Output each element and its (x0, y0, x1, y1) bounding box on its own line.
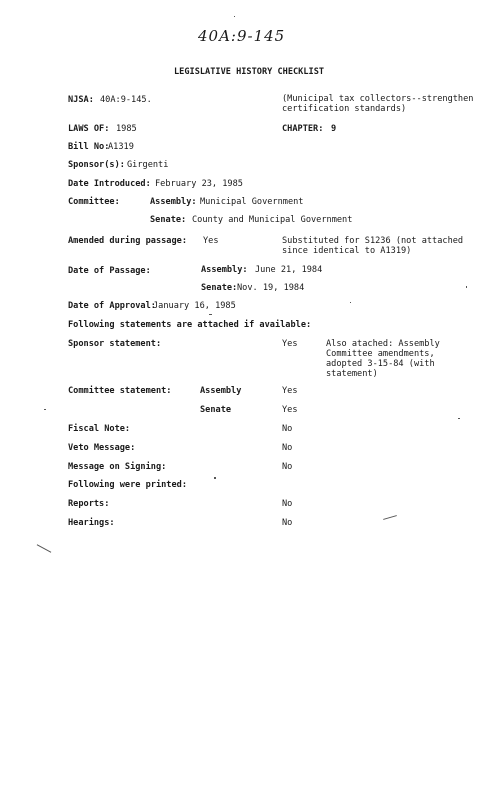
committee-statement-senate-value: Yes (282, 405, 298, 415)
message-on-signing-value: No (282, 462, 293, 472)
hearings-label: Hearings: (68, 518, 115, 528)
sponsor-statement-label: Sponsor statement: (68, 339, 162, 349)
page-title: LEGISLATIVE HISTORY CHECKLIST (174, 67, 325, 77)
committee-senate-label: Senate: (150, 215, 187, 225)
committee-senate-value: County and Municipal Government (192, 215, 353, 225)
scan-dot (44, 409, 46, 410)
bill-no-label: Bill No: (68, 142, 110, 152)
sponsor-note-2: Committee amendments, (326, 349, 435, 359)
amended-note-2: since identical to A1319) (282, 246, 412, 256)
laws-of-value: 1985 (116, 124, 137, 134)
passage-assembly-value: June 21, 1984 (255, 265, 323, 275)
committee-assembly-value: Municipal Government (200, 197, 304, 207)
date-of-approval-label: Date of Approval: (68, 301, 156, 311)
laws-of-label: LAWS OF: (68, 124, 110, 134)
following-printed-heading: Following were printed: (68, 480, 187, 490)
scan-dot (466, 286, 467, 288)
date-of-passage-label: Date of Passage: (68, 266, 151, 276)
reports-value: No (282, 499, 293, 509)
date-introduced-value: February 23, 1985 (155, 179, 243, 189)
scan-mark-right (383, 515, 397, 520)
subject-line-2: certification standards) (282, 104, 407, 114)
amended-value: Yes (203, 236, 219, 246)
sponsor-note-4: statement) (326, 369, 378, 379)
njsa-label: NJSA: (68, 95, 94, 105)
date-introduced-label: Date Introduced: (68, 179, 151, 189)
sponsors-value: Girgenti (127, 160, 169, 170)
handwritten-number: 40A:9-145 (198, 27, 286, 45)
committee-assembly-label: Assembly: (150, 197, 197, 207)
bill-no-value: A1319 (108, 142, 134, 152)
scan-dot (234, 16, 235, 17)
sponsors-label: Sponsor(s): (68, 160, 125, 170)
hearings-value: No (282, 518, 293, 528)
committee-statement-assembly-label: Assembly (200, 386, 242, 396)
scan-dot (214, 477, 216, 479)
sponsor-statement-value: Yes (282, 339, 298, 349)
chapter-label: CHAPTER: (282, 124, 324, 134)
veto-message-value: No (282, 443, 293, 453)
subject-line-1: (Municipal tax collectors--strengthen (282, 94, 474, 104)
njsa-value: 40A:9-145. (100, 95, 152, 105)
amended-label: Amended during passage: (68, 236, 187, 246)
scan-dot (209, 314, 212, 315)
reports-label: Reports: (68, 499, 110, 509)
committee-statement-senate-label: Senate (200, 405, 232, 415)
sponsor-note-3: adopted 3-15-84 (with (326, 359, 435, 369)
committee-statement-label: Committee statement: (68, 386, 172, 396)
committee-label: Committee: (68, 197, 120, 207)
date-of-approval-value: January 16, 1985 (153, 301, 236, 311)
fiscal-note-label: Fiscal Note: (68, 424, 131, 434)
veto-message-label: Veto Message: (68, 443, 136, 453)
passage-senate-label: Senate: (201, 283, 238, 293)
committee-statement-assembly-value: Yes (282, 386, 298, 396)
following-attached-heading: Following statements are attached if available: (68, 320, 312, 330)
passage-senate-value: Nov. 19, 1984 (237, 283, 305, 293)
scan-mark-left (37, 544, 52, 552)
message-on-signing-label: Message on Signing: (68, 462, 167, 472)
chapter-value: 9 (331, 124, 337, 134)
fiscal-note-value: No (282, 424, 293, 434)
scan-dot (350, 302, 351, 303)
sponsor-note-1: Also atached: Assembly (326, 339, 440, 349)
passage-assembly-label: Assembly: (201, 265, 248, 275)
scan-dot (458, 418, 460, 419)
amended-note-1: Substituted for S1236 (not attached (282, 236, 464, 246)
